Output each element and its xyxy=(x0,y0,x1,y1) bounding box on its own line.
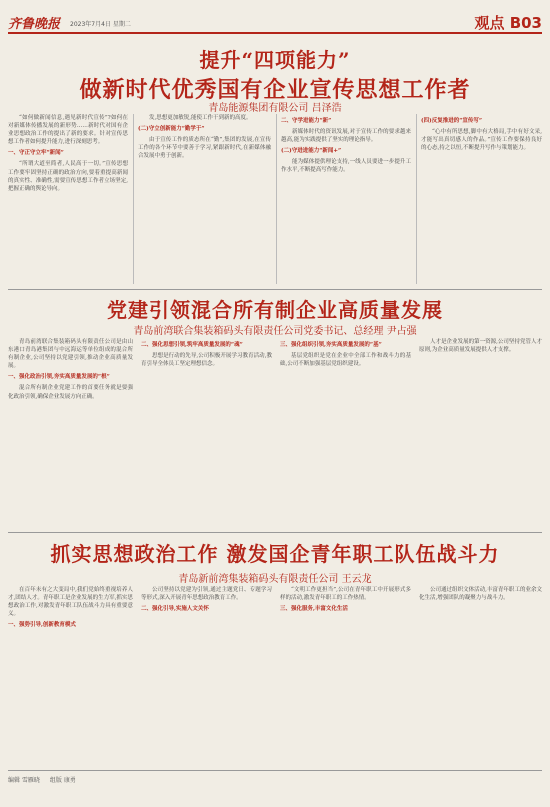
article2-subhead-1: 一、强化政治引领,夯实高质量发展的“根” xyxy=(8,374,110,381)
article3-byline: 青岛新前湾集装箱码头有限责任公司 王云龙 xyxy=(178,574,372,585)
article1-text-6: “心中有所思想,脚中有大格局,手中有好文采,才能写出真切感人的作品。”宣传工作要保持良好的心态,持之以恒,不断提升写作与策划能力。 xyxy=(421,129,542,152)
article1-col1 xyxy=(8,114,128,284)
article1-lead: “如何做新闻信息,遇见新时代宣传”?如何在对新媒体传播发展的新形势……新时代对国有企业思想政治工作的提出了新的要求。针对宣传思想工作者如何提升能力,进行深刻思考。 xyxy=(8,115,128,146)
article1-col2 xyxy=(138,114,271,284)
article3-col4 xyxy=(419,586,542,766)
article1-subhead-1: 一、守正守立牢“新闻” xyxy=(8,150,64,157)
article1-text-3: 由于宣传工作的质态所在“勤”,集团的发展,在宣传工作的各个环节中要善于学习,紧跟新时代,在新媒体融合发展中勇于创新。 xyxy=(138,137,271,160)
divider xyxy=(133,114,134,284)
article1-title xyxy=(0,44,550,104)
article2-text-5: 人才是企业发展的第一资源,公司坚持党管人才原则,为企业高质量发展提供人才支撑。 xyxy=(419,339,542,354)
article2-subhead-2: 二、强化思想引领,筑牢高质量发展的“魂” xyxy=(141,342,243,348)
page-footer xyxy=(8,770,542,784)
article1-text-4: 新媒体时代的资讯发展,对于宣传工作的要求越来越高,能为实践提供了坚实的理论指导。 xyxy=(281,129,411,144)
article2-col1 xyxy=(8,338,133,526)
editor-credit: 编辑 雪雁晓 xyxy=(8,777,40,784)
article3-text-4: 公司通过组织文体活动,丰富青年职工的业余文化生活,增强团队的凝聚力与战斗力。 xyxy=(419,587,542,602)
divider xyxy=(416,114,417,284)
article1-col3 xyxy=(281,114,411,284)
section-rule xyxy=(8,289,542,290)
article1-text-1: “所谓大道至简者,人民高于一切。”宣传思想工作要牢固坚持正确的政治方向,要着重提高新闻的真实性、准确性,需要宣传思想工作者立场坚定,把握正确的舆论导向。 xyxy=(8,161,128,192)
article1-subhead-3: 二、守学进能力“新” xyxy=(281,118,332,124)
article2-col4 xyxy=(419,338,542,526)
article3-col1 xyxy=(8,586,133,766)
article2-text-3: 思想是行动的先导,公司积极开展学习教育活动,教育引导全体员工坚定理想信念。 xyxy=(141,353,272,368)
article3-text-2: 公司坚持以党建为引领,通过主题党日、专题学习等形式,深入开展青年思想政治教育工作。 xyxy=(141,587,272,602)
masthead xyxy=(8,8,542,34)
article3-subhead-3: 三、强化服务,丰富文化生活 xyxy=(280,606,348,613)
article3-text-3: “文明工作更担当”,公司在青年职工中开展形式多样的活动,激发青年职工的工作热情。 xyxy=(280,587,411,602)
newspaper-logo: 齐鲁晚报 xyxy=(8,17,61,32)
article2-col3 xyxy=(280,338,411,526)
article1-title-line2: 做新时代优秀国有企业宣传思想工作者 xyxy=(79,77,471,103)
section-label: 观点 B03 xyxy=(474,14,542,32)
article2-title: 党建引领混合所有制企业高质量发展 xyxy=(107,298,443,322)
article2-text-2: 混合所有制企业党建工作的首要任务就是要强化政治引领,确保企业发展方向正确。 xyxy=(8,385,133,400)
article2-subhead-3: 三、强化组织引领,夯实高质量发展的“基” xyxy=(280,342,382,348)
article3-text-1: 在百年未有之大变局中,我们党始终重视培养人才,团结人才。青年职工是企业发展的生力军,抓实思想政治工作,对激发青年职工队伍战斗力具有重要意义。 xyxy=(8,587,133,618)
article3-subhead-2: 二、强化引导,实施人文关怀 xyxy=(141,606,209,613)
section-rule xyxy=(8,532,542,533)
article2-byline: 青岛前湾联合集装箱码头有限责任公司党委书记、总经理 尹占强 xyxy=(133,326,417,337)
article3-subhead-1: 一、强势引导,创新教育模式 xyxy=(8,622,76,629)
article1-subhead-4: (二)守进进能力“新闻+” xyxy=(281,148,342,155)
article3-title: 抓实思想政治工作 激发国企青年职工队伍战斗力 xyxy=(50,542,500,566)
article1-title-line1: 提升“四项能力” xyxy=(199,48,351,72)
article2-text-4: 基层党组织是党在企业中全部工作和战斗力的基础,公司不断加强基层党组织建设。 xyxy=(280,353,411,368)
article1-subhead-2: (二)守立创新能力“勤学于” xyxy=(138,126,205,133)
article3-col3 xyxy=(280,586,411,766)
divider xyxy=(276,114,277,284)
article1-byline: 青岛能源集团有限公司 吕泽浩 xyxy=(208,103,342,114)
article1-subhead-5: (四)反复推进的“宣传写” xyxy=(421,118,483,124)
article1-col4 xyxy=(421,114,542,284)
article1-text-2: 发,思想更加敏锐,能使工作干到新的高度。 xyxy=(149,115,252,121)
article3-col2 xyxy=(141,586,272,766)
issue-date: 2023年7月4日 星期二 xyxy=(70,21,131,28)
article2-col2 xyxy=(141,338,272,526)
article2-text-1: 青岛前湾联合集装箱码头有限责任公司是由山东港口青岛港集团与中远海运等单位组成的混合所有制企业,公司坚持以党建引领,推动企业高质量发展。 xyxy=(8,339,133,370)
design-credit: 组版 康勇 xyxy=(49,777,76,784)
article1-text-5: 能为媒体提供理论支持,一线人员要进一步提升工作水平,不断提高写作能力。 xyxy=(281,159,411,174)
